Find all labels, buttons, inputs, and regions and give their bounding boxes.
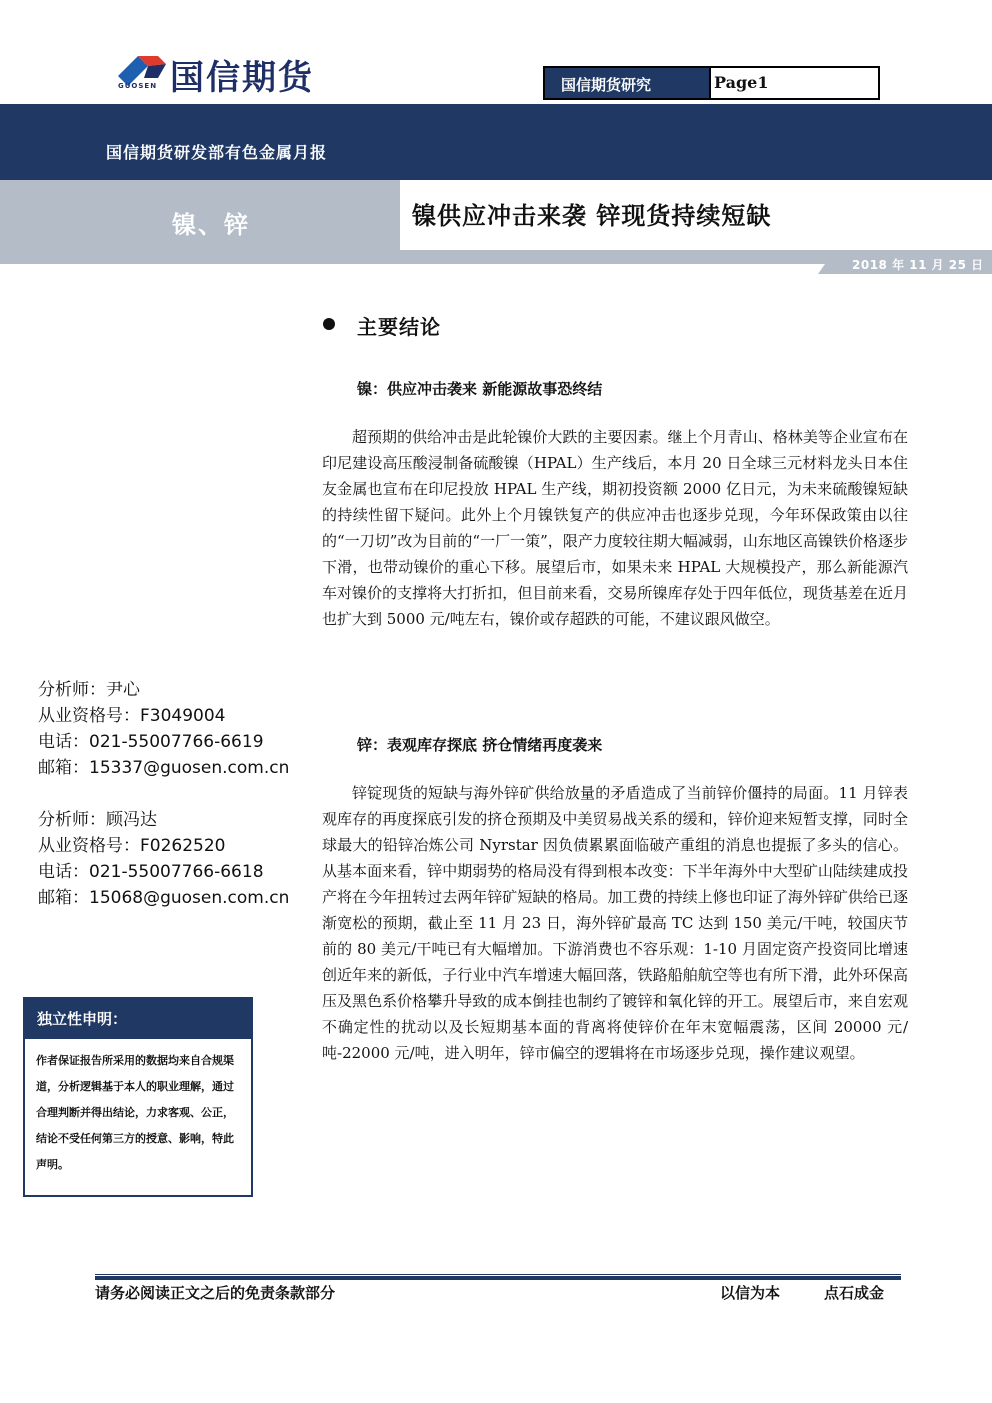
analyst-2-phone: 电话：021-55007766-6618 — [38, 862, 264, 882]
analyst-1-phone: 电话：021-55007766-6619 — [38, 732, 264, 752]
nickel-heading: 镍：供应冲击袭来 新能源故事恐终结 — [357, 380, 603, 398]
analyst-2-license: 从业资格号：F0262520 — [38, 836, 226, 856]
logo-subtext: GUOSEN — [118, 82, 158, 90]
page-title: 镍供应冲击来袭 锌现货持续短缺 — [412, 202, 772, 230]
disclaimer-body: 作者保证报告所采用的数据均来自合规渠道，分析逻辑基于本人的职业理解，通过合理判断并得出结论，力求客观、公正，结论不受任何第三方的授意、影响，特此声明。 — [36, 1054, 234, 1171]
footer-motto-1: 以信为本 — [720, 1284, 781, 1302]
logo-text: 国信期货 — [170, 58, 314, 98]
analyst-1-email[interactable]: 邮箱：15337@guosen.com.cn — [38, 758, 290, 778]
report-date: 2018 年 11 月 25 日 — [852, 258, 984, 272]
zinc-heading: 锌：表观库存探底 挤仓情绪再度袭来 — [357, 736, 603, 754]
zinc-paragraph: 锌锭现货的短缺与海外锌矿供给放量的矛盾造成了当前锌价僵持的局面。11 月锌表观库存的再度探底引发的挤仓预期及中美贸易战关系的缓和，锌价迎来短暂支撑，同时全球最大的铅锌冶炼公司 Nyrstar 因负债累累面临破产重组的消息也提振了多头的信心。从基本面来看，锌中期弱势的格局没有得到根本改变：下半年海外中大型矿山陆续建成投产将在今年扭转过去两年锌矿短缺的格局。加工费的持续上修也印证了海外锌矿供给已逐渐宽松的预期，截止至 11 月 23 日，海外锌矿最高 TC 达到 150 美元/干吨，较国庆节前的 80 美元/干吨已有大幅增加。下游消费也不容乐观：1-10 月固定资产投资同比增速创近年来的新低，子行业中汽车增速大幅回落，铁路船舶航空等也有所下滑，此外环保高压及黑色系价格攀升导致的成本倒挂也制约了镀锌和氧化锌的开工。展望后市，来自宏观不确定性的扰动以及长短期基本面的背离将使锌价在年末宽幅震荡，区间 20000 元/吨-22000 元/吨，进入明年，锌市偏空的逻辑将在市场逐步兑现，操作建议观望。 — [322, 784, 908, 1062]
analyst-1-license: 从业资格号：F3049004 — [38, 706, 226, 726]
footer-divider-thick — [95, 1276, 901, 1280]
section-heading: 主要结论 — [357, 315, 441, 339]
date-divider — [0, 262, 832, 264]
department-report: 国信期货研发部有色金属月报 — [106, 143, 328, 162]
footer-divider-thin — [95, 1274, 901, 1275]
date-strip-corner — [818, 254, 832, 274]
disclaimer-heading: 独立性申明： — [25, 999, 251, 1039]
analyst-2-email[interactable]: 邮箱：15068@guosen.com.cn — [38, 888, 290, 908]
category-label: 镍、锌 — [172, 211, 250, 239]
page-label: Page1 — [711, 66, 880, 100]
analyst-1-name: 分析师：尹心 — [38, 680, 140, 700]
research-label: 国信期货研究 — [543, 66, 711, 100]
footer-notice: 请务必阅读正文之后的免责条款部分 — [95, 1284, 336, 1302]
footer-motto-2: 点石成金 — [824, 1284, 885, 1302]
nickel-paragraph: 超预期的供给冲击是此轮镍价大跌的主要因素。继上个月青山、格林美等企业宣布在印尼建设高压酸浸制备硫酸镍（HPAL）生产线后，本月 20 日全球三元材料龙头日本住友金属也宣布在印尼投放 HPAL 生产线，期初投资额 2000 亿日元，为未来硫酸镍短缺的持续性留下疑问。此外上个月镍铁复产的供应冲击也逐步兑现，今年环保政策由以往的“一刀切”改为目前的“一厂一策”，限产力度较往期大幅减弱，山东地区高镍铁价格逐步下滑，也带动镍价的重心下移。展望后市，如果未来 HPAL 大规模投产，那么新能源汽车对镍价的支撑将大打折扣，但目前来看，交易所镍库存处于四年低位，现货基差在近月也扩大到 5000 元/吨左右，镍价或存超跌的可能，不建议跟风做空。 — [322, 428, 908, 628]
analyst-2-name: 分析师：顾冯达 — [38, 810, 157, 830]
bullet-icon — [323, 318, 335, 330]
